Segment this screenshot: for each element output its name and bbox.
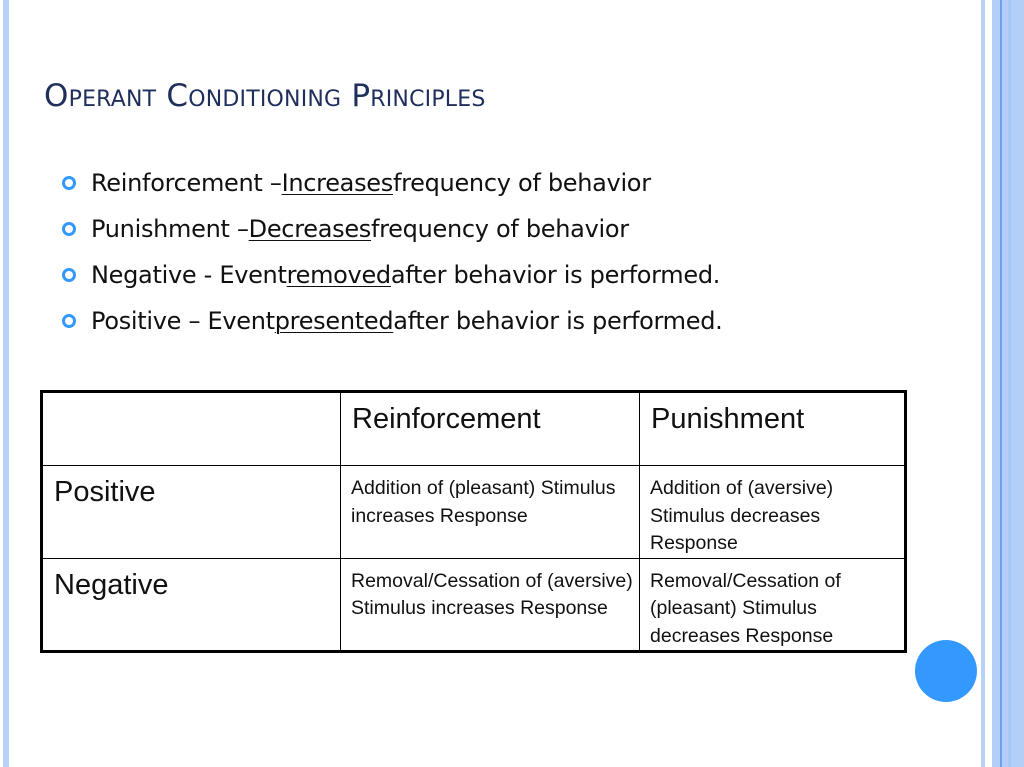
conditioning-table (40, 390, 907, 653)
table-header-row (42, 392, 906, 466)
row-label-positive: Positive (42, 466, 341, 559)
slide-title: Operant Conditioning Principles (44, 78, 486, 114)
table-row-positive (42, 466, 906, 559)
bullet-text-after: frequency of behavior (392, 169, 651, 197)
bullet-list (62, 160, 723, 344)
row-label-negative: Negative (42, 558, 341, 652)
bullet-text-underlined: presented (274, 307, 394, 335)
table-row-negative (42, 558, 906, 652)
table-header-empty (42, 392, 341, 466)
right-border-stripe-line (1000, 0, 1002, 767)
cell-negative-punishment: Removal/Cessation of (pleasant) Stimulus decreases Response (640, 558, 906, 652)
bullet-item-positive (62, 298, 723, 344)
cell-positive-punishment: Addition of (aversive) Stimulus decreases Response (640, 466, 906, 559)
ring-bullet-icon (62, 176, 76, 190)
bullet-text-before: Positive – Event (91, 307, 275, 335)
bullet-item-negative (62, 252, 723, 298)
bullet-text-underlined: removed (286, 261, 391, 289)
bullet-text-underlined: Increases (281, 169, 393, 197)
bullet-text-after: after behavior is performed. (390, 261, 721, 289)
blue-circle-icon (915, 640, 977, 702)
bullet-text-before: Reinforcement – (91, 169, 282, 197)
bullet-item-punishment (62, 206, 723, 252)
bullet-item-reinforcement (62, 160, 723, 206)
bullet-text-before: Negative - Event (91, 261, 287, 289)
table-header-punishment: Punishment (640, 392, 906, 466)
bullet-text-before: Punishment – (91, 215, 249, 243)
bullet-text-after: frequency of behavior (370, 215, 629, 243)
ring-bullet-icon (62, 314, 76, 328)
right-border-stripe-band (1008, 0, 1011, 767)
bullet-text-underlined: Decreases (248, 215, 371, 243)
ring-bullet-icon (62, 268, 76, 282)
left-border-stripe (3, 0, 9, 767)
cell-positive-reinforcement: Addition of (pleasant) Stimulus increases Response (341, 466, 640, 559)
table-header-reinforcement: Reinforcement (341, 392, 640, 466)
cell-negative-reinforcement: Removal/Cessation of (aversive) Stimulus increases Response (341, 558, 640, 652)
right-border-stripe-thin (981, 0, 985, 767)
bullet-text-after: after behavior is performed. (393, 307, 723, 335)
ring-bullet-icon (62, 222, 76, 236)
